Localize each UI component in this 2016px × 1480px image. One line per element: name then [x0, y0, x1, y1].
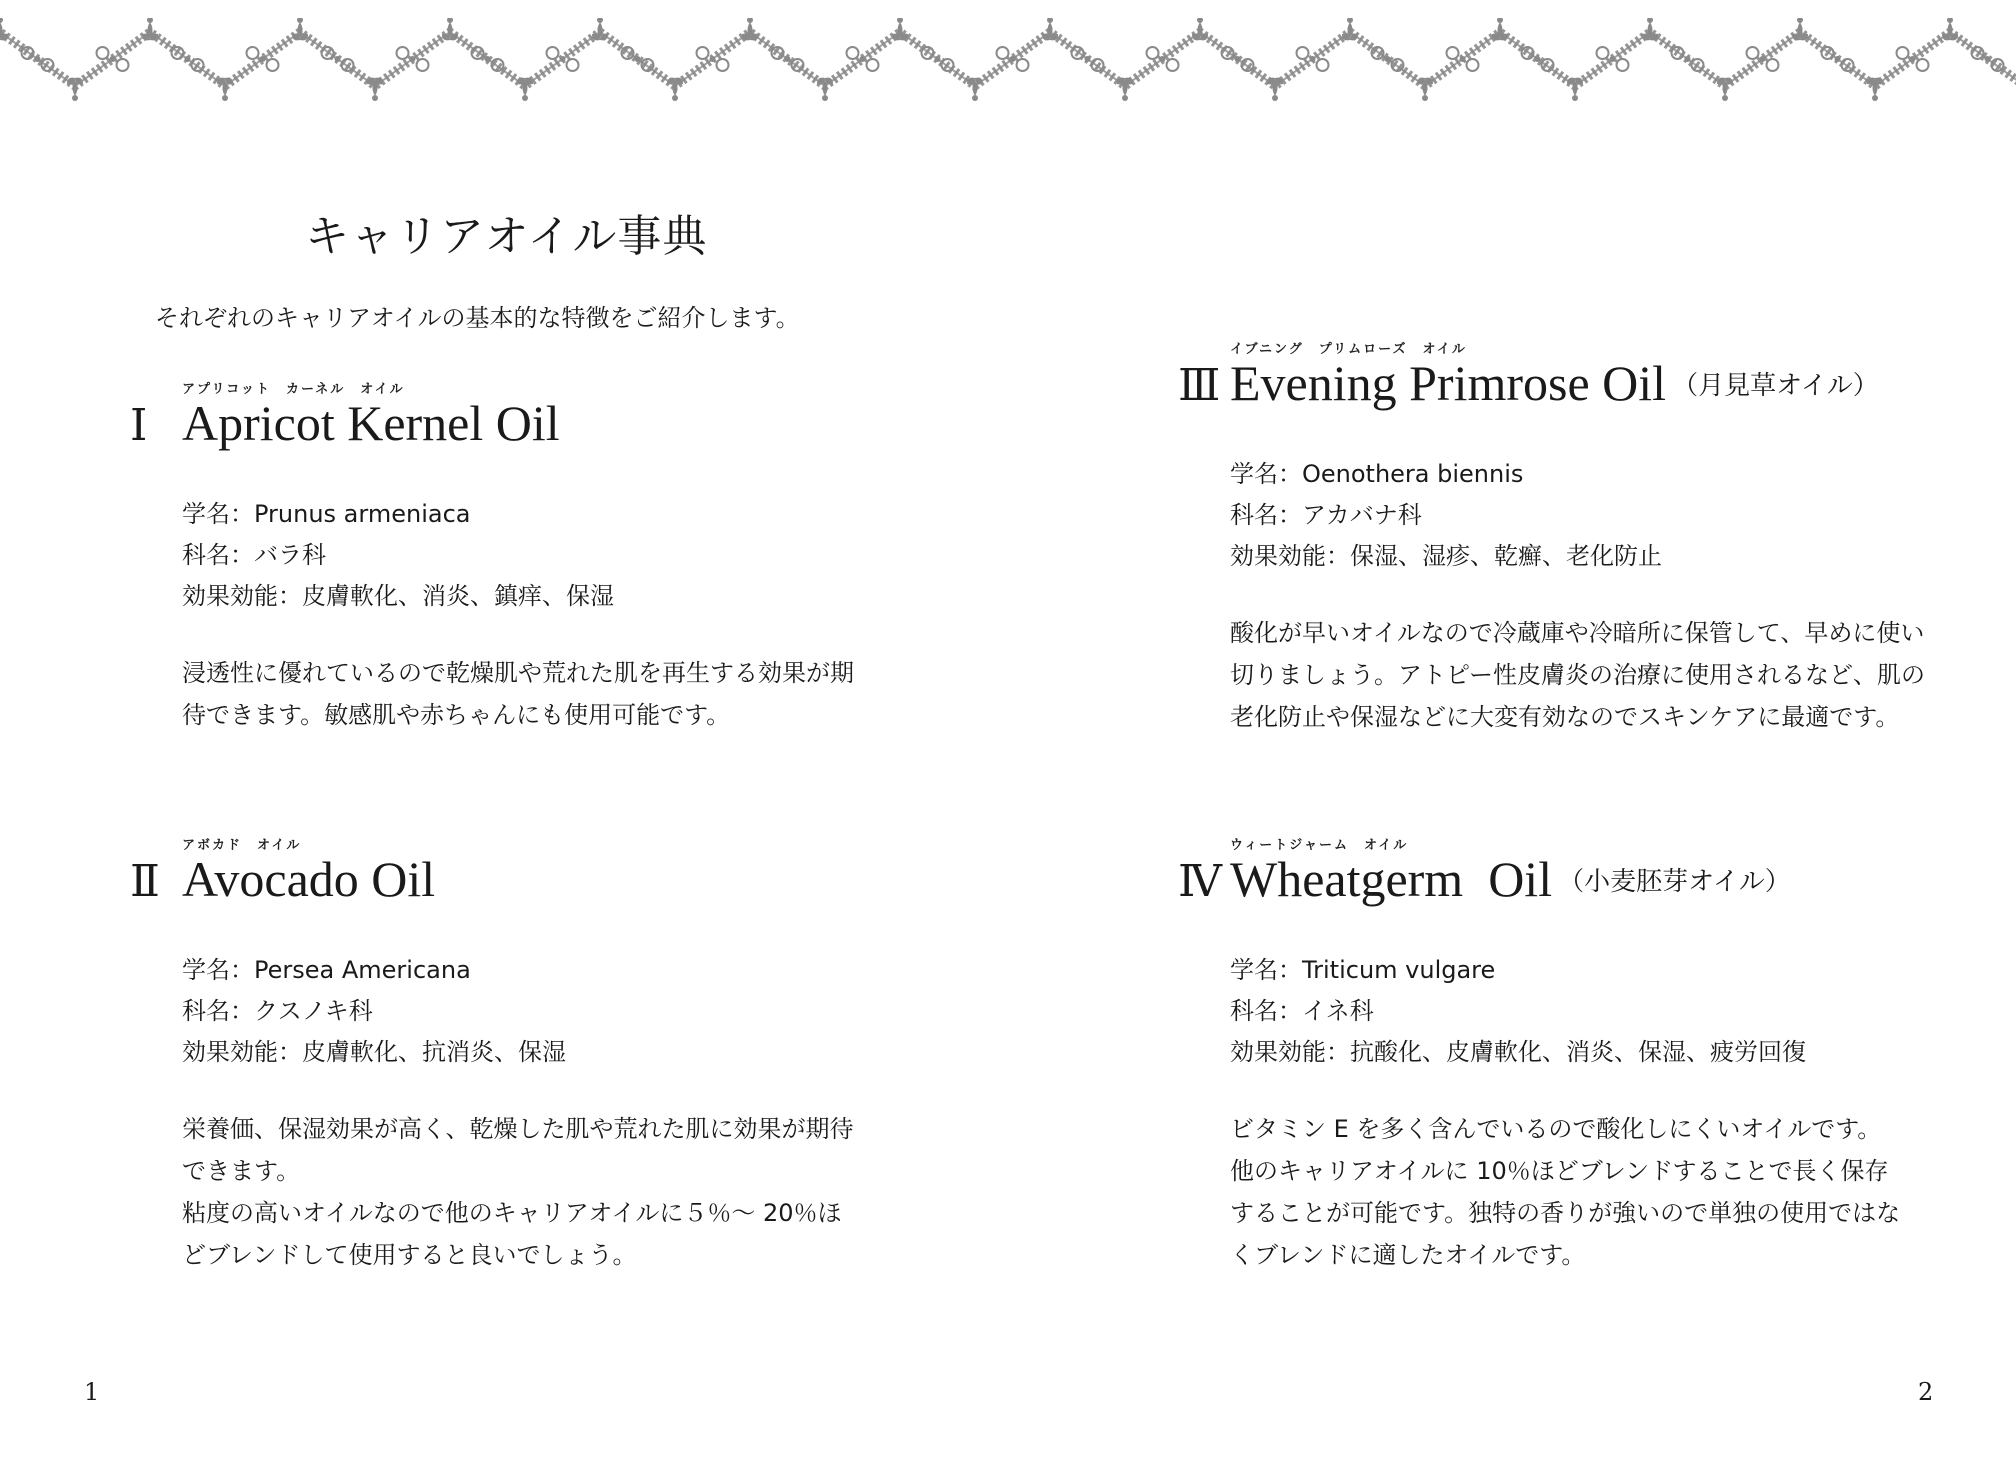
oil-name	[1230, 354, 1879, 412]
lace-ornament-part	[560, 56, 566, 62]
description-line: 老化防止や保湿などに大変有効なのでスキンケアに最適です。	[1230, 703, 1900, 731]
effects: 効果効能：皮膚軟化、抗消炎、保湿	[182, 1038, 566, 1066]
oil-name	[182, 850, 435, 908]
lace-ornament-part	[1910, 56, 1916, 62]
section-numeral: Ⅳ	[1178, 856, 1222, 907]
lace-ornament-part	[747, 18, 753, 23]
lace-ornament-part	[67, 78, 83, 96]
lace-ornament-part	[1192, 22, 1208, 40]
lace-ornament-part	[1685, 56, 1691, 62]
scientific-name: 学名：Prunus armeniaca	[182, 500, 471, 528]
oil-japanese-name: （月見草オイル）	[1672, 371, 1879, 401]
lace-ornament-part	[1897, 47, 1909, 59]
lace-ornament-part	[567, 59, 579, 71]
oil-meta	[182, 950, 566, 1073]
lace-ornament-part	[335, 56, 341, 62]
description-line: ビタミン E を多く含んでいるので酸化しにくいオイルです。	[1230, 1115, 1882, 1143]
lace-ornament-part	[597, 18, 603, 23]
lace-ornament-part	[1467, 59, 1479, 71]
description-line: どブレンドして使用すると良いでしょう。	[182, 1241, 637, 1269]
lace-ornament-part	[1572, 95, 1578, 101]
lace-ornament-part	[1597, 47, 1609, 59]
lace-ornament-part	[447, 18, 453, 23]
lace-ornament-part	[972, 95, 978, 101]
lace-ornament-part	[522, 95, 528, 101]
lace-ornament-part	[297, 18, 303, 23]
lace-ornament-part	[817, 78, 833, 96]
lace-ornament-part	[372, 95, 378, 101]
oil-japanese-name: （小麦胚芽オイル）	[1558, 867, 1791, 897]
oil-description	[182, 652, 872, 736]
lace-ornament-part	[697, 47, 709, 59]
oil-ruby: アプリコット カーネル オイル	[182, 382, 405, 397]
lace-ornament-part	[1722, 95, 1728, 101]
lace-ornament-part	[1947, 18, 1953, 23]
oil-name-text: Evening Primrose Oil	[1230, 355, 1667, 411]
lace-ornament-part	[1122, 95, 1128, 101]
lace-ornament-part	[72, 95, 78, 101]
family-name: 科名：バラ科	[182, 541, 326, 569]
oil-section-evening-primrose	[1178, 338, 1926, 738]
lace-ornament-part	[247, 47, 259, 59]
lace-ornament-part	[1985, 56, 1991, 62]
effects: 効果効能：皮膚軟化、消炎、鎮痒、保湿	[182, 582, 614, 610]
lace-ornament-part	[110, 56, 116, 62]
lace-ornament-part	[1567, 78, 1583, 96]
section-numeral: Ⅲ	[1178, 360, 1221, 411]
oil-meta	[1230, 950, 1806, 1073]
lace-ornament-part	[1797, 18, 1803, 23]
section-numeral: Ⅱ	[130, 856, 160, 907]
scientific-name: 学名：Persea Americana	[182, 956, 471, 984]
lace-ornament-part	[997, 47, 1009, 59]
oil-name-text: Avocado Oil	[182, 851, 436, 907]
lace-ornament-part	[260, 56, 266, 62]
oil-name	[182, 394, 560, 452]
lace-ornament-part	[1085, 56, 1091, 62]
lace-ornament-part	[935, 56, 941, 62]
lace-ornament-part	[860, 56, 866, 62]
lace-ornament-part	[97, 47, 109, 59]
lace-ornament-part	[1160, 56, 1166, 62]
lace-ornament-part	[1617, 59, 1629, 71]
page-title: キャリアオイル事典	[305, 211, 708, 262]
oil-ruby: イブニング プリムローズ オイル	[1230, 342, 1467, 357]
lace-ornament-part	[1835, 56, 1841, 62]
lace-ornament-part	[1535, 56, 1541, 62]
lace-ornament-part	[1167, 59, 1179, 71]
intro-text: それぞれのキャリアオイルの基本的な特徴をご紹介します。	[155, 304, 800, 332]
lace-ornament-part	[867, 59, 879, 71]
description-line: 待できます。敏感肌や赤ちゃんにも使用可能です。	[182, 701, 731, 729]
lace-ornament-part	[267, 59, 279, 71]
lace-ornament-part	[1272, 95, 1278, 101]
description-line: できます。	[182, 1157, 301, 1185]
lace-ornament-part	[222, 95, 228, 101]
lace-ornament-part	[847, 47, 859, 59]
description-line: 粘度の高いオイルなので他のキャリアオイルに５％～ 20％ほ	[182, 1199, 842, 1227]
lace-ornament-part	[1017, 59, 1029, 71]
description-line: 切りましょう。アトピー性皮膚炎の治療に使用されるなど、肌の	[1230, 661, 1926, 689]
oil-meta	[1230, 454, 1662, 577]
lace-ornament-part	[1447, 47, 1459, 59]
oil-section-apricot	[130, 378, 870, 738]
lace-ornament-part	[410, 56, 416, 62]
section-numeral: Ⅰ	[130, 400, 148, 451]
lace-ornament-part	[1310, 56, 1316, 62]
lace-ornament-part	[1647, 18, 1653, 23]
oil-description	[182, 1108, 872, 1276]
lace-ornament-part	[1197, 18, 1203, 23]
oil-ruby: ウィートジャーム オイル	[1230, 838, 1409, 853]
lace-ornament-part	[485, 56, 491, 62]
family-name: 科名：アカバナ科	[1230, 501, 1422, 529]
oil-meta	[182, 494, 614, 617]
lace-ornament-part	[35, 56, 41, 62]
lace-ornament-part	[717, 59, 729, 71]
page-number-right: 2	[1918, 1378, 1934, 1406]
lace-ornament-part	[1497, 18, 1503, 23]
lace-ornament-part	[147, 18, 153, 23]
lace-ornament-part	[897, 18, 903, 23]
description-line: することが可能です。独特の香りが強いので単独の使用ではな	[1230, 1199, 1901, 1227]
lace-ornament-part	[1917, 59, 1929, 71]
effects: 効果効能：保湿、湿疹、乾癬、老化防止	[1230, 542, 1662, 570]
scientific-name: 学名：Oenothera biennis	[1230, 460, 1524, 488]
oil-description	[1230, 612, 1926, 738]
lace-ornament-part	[1422, 95, 1428, 101]
lace-ornament-part	[710, 56, 716, 62]
lace-ornament-part	[442, 22, 458, 40]
lace-ornament-part	[785, 56, 791, 62]
lace-ornament-part	[1147, 47, 1159, 59]
oil-name	[1230, 850, 1791, 908]
description-line: 浸透性に優れているので乾燥肌や荒れた肌を再生する効果が期	[182, 659, 854, 687]
description-line: 他のキャリアオイルに 10％ほどブレンドすることで長く保存	[1230, 1157, 1889, 1185]
lace-ornament-part	[1347, 18, 1353, 23]
lace-border-ornament	[0, 18, 2016, 108]
page-number-left: 1	[84, 1378, 100, 1406]
lace-ornament-part	[1460, 56, 1466, 62]
lace-ornament-part	[1010, 56, 1016, 62]
lace-ornament-part	[635, 56, 641, 62]
oil-ruby: アボカド オイル	[182, 838, 302, 853]
lace-ornament-part	[1872, 95, 1878, 101]
oil-name-text: Apricot Kernel Oil	[182, 395, 560, 451]
effects: 効果効能：抗酸化、皮膚軟化、消炎、保湿、疲労回復	[1230, 1038, 1806, 1066]
family-name: 科名：イネ科	[1230, 997, 1374, 1025]
oil-section-avocado	[130, 834, 870, 1294]
oil-name-text: Wheatgerm Oil	[1230, 851, 1553, 907]
description-line: 酸化が早いオイルなので冷蔵庫や冷暗所に保管して、早めに使い	[1230, 619, 1925, 647]
description-line: くブレンドに適したオイルです。	[1230, 1241, 1586, 1269]
lace-ornament-part	[117, 59, 129, 71]
lace-ornament-part	[1385, 56, 1391, 62]
lace-ornament-part	[185, 56, 191, 62]
lace-ornament-part	[547, 47, 559, 59]
lace-ornament-part	[1760, 56, 1766, 62]
lace-ornament-part	[822, 95, 828, 101]
lace-ornament-part	[1942, 22, 1958, 40]
lace-ornament-part	[1767, 59, 1779, 71]
lace-ornament-part	[1235, 56, 1241, 62]
scientific-name: 学名：Triticum vulgare	[1230, 956, 1496, 984]
lace-ornament-part	[1317, 59, 1329, 71]
description-line: 栄養価、保湿効果が高く、乾燥した肌や荒れた肌に効果が期待	[182, 1115, 854, 1143]
lace-ornament-part	[672, 95, 678, 101]
oil-description	[1230, 1108, 1920, 1276]
lace-ornament-part	[397, 47, 409, 59]
lace-ornament-part	[0, 18, 3, 23]
oil-section-wheatgerm	[1178, 834, 1918, 1294]
lace-ornament-part	[417, 59, 429, 71]
lace-ornament-part	[1747, 47, 1759, 59]
lace-ornament-part	[1610, 56, 1616, 62]
lace-ornament-part	[1047, 18, 1053, 23]
family-name: 科名：クスノキ科	[182, 997, 373, 1025]
lace-ornament-part	[1297, 47, 1309, 59]
